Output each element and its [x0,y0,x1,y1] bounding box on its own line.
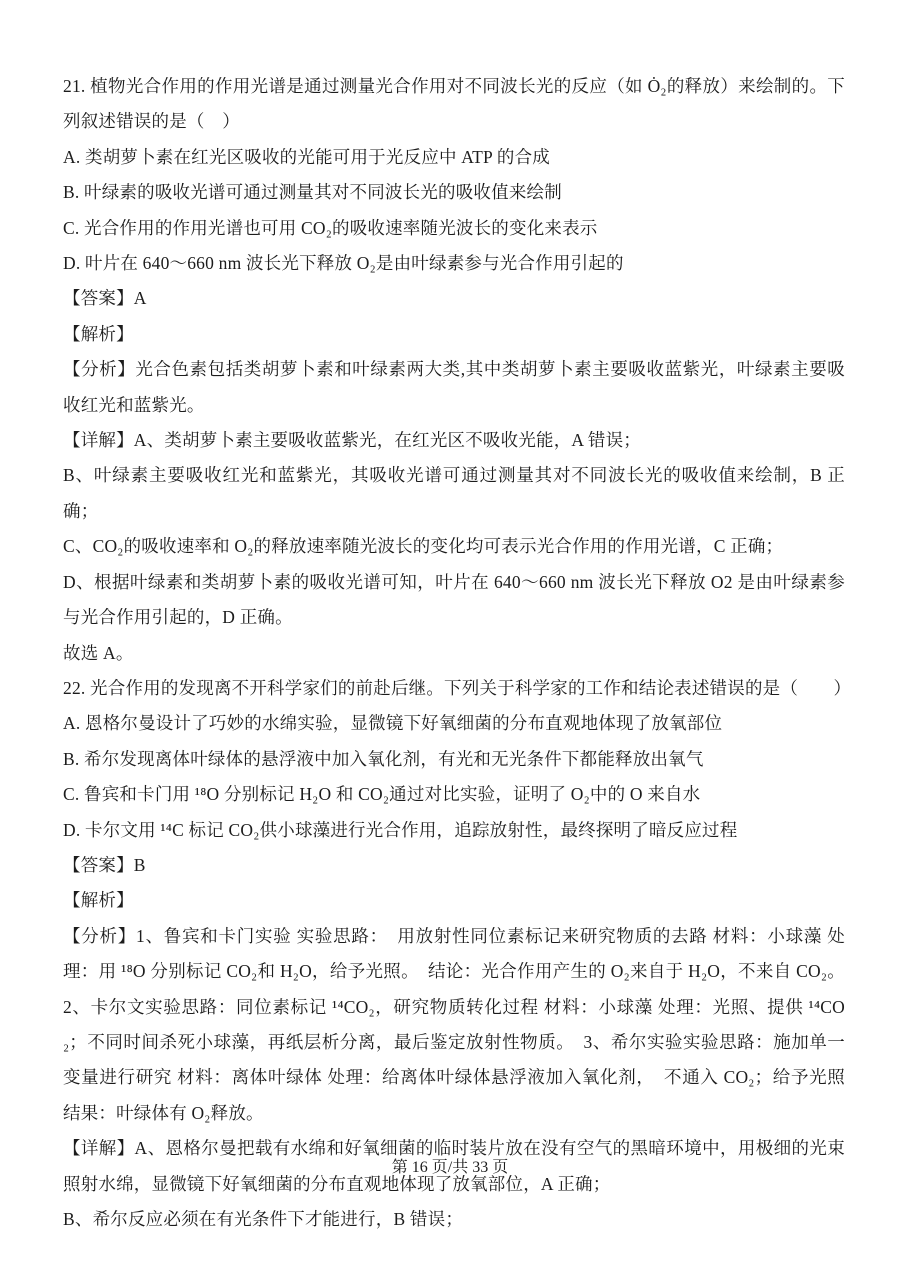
q21-analysis-label: 【解析】 [63,323,134,344]
q21-stem: 21. 植物光合作用的作用光谱是通过测量光合作用对不同波长光的反应（如 Ȯ₂的释放）来绘制的。下列叙述错误的是（ ） [63,76,845,132]
q21-detail-d: D、根据叶绿素和类胡萝卜素的吸收光谱可知，叶片在 640～660 nm 波长光下释放 O2 是由叶绿素参与光合作用引起的，D 正确。 [63,571,845,628]
q22-option-b: B. 希尔发现离体叶绿体的悬浮液中加入氧化剂，有光和无光条件下都能释放出氧气 [63,748,704,769]
q22-analysis-label: 【解析】 [63,890,134,911]
q21-analysis: 【分析】光合色素包括类胡萝卜素和叶绿素两大类,其中类胡萝卜素主要吸收蓝紫光，叶绿素主要吸收红光和蓝紫光。 [63,359,845,415]
q22-option-c: C. 鲁宾和卡门用 ¹⁸O 分别标记 H₂O 和 CO₂通过对比实验，证明了 O₂中的 O 来自水 [63,784,701,805]
q22-detail-b: B、希尔反应必须在有光条件下才能进行，B 错误； [63,1209,464,1229]
q21-answer: 【答案】A [63,288,147,309]
q21-detail-b: B、叶绿素主要吸收红光和蓝紫光，其吸收光谱可通过测量其对不同波长光的吸收值来绘制，B 正确； [63,465,845,521]
question-22 [63,671,852,1238]
q21-option-c: C. 光合作用的作用光谱也可用 CO₂的吸收速率随光波长的变化来表示 [63,217,598,238]
q21-detail-a: 【详解】A、类胡萝卜素主要吸收蓝紫光，在红光区不吸收光能，A 错误； [63,430,641,451]
q22-answer: 【答案】B [63,854,146,875]
q22-detail-a: 【详解】A、恩格尔曼把载有水绵和好氧细菌的临时装片放在没有空气的黑暗环境中，用极细的光束照射水绵，显微镜下好氧细菌的分布直观地体现了放氧部位，A 正确； [63,1138,845,1194]
page-footer: 第 16 页/共 33 页 [391,1159,509,1176]
q21-detail-c: C、CO₂的吸收速率和 O₂的释放速率随光波长的变化均可表示光合作用的作用光谱，C 正确； [63,536,784,557]
q22-option-a: A. 恩格尔曼设计了巧妙的水绵实验，显微镜下好氧细菌的分布直观地体现了放氧部位 [63,713,723,734]
q22-option-d: D. 卡尔文用 ¹⁴C 标记 CO₂供小球藻进行光合作用，追踪放射性，最终探明了暗反应过程 [63,819,738,840]
q21-option-b: B. 叶绿素的吸收光谱可通过测量其对不同波长光的吸收值来绘制 [63,182,562,203]
q21-conclusion: 故选 A。 [63,642,134,663]
q21-option-a: A. 类胡萝卜素在红光区吸收的光能可用于光反应中 ATP 的合成 [63,146,551,167]
q21-option-d: D. 叶片在 640～660 nm 波长光下释放 O₂是由叶绿素参与光合作用引起的 [63,253,624,274]
question-21 [63,69,845,671]
q22-stem: 22. 光合作用的发现离不开科学家们的前赴后继。下列关于科学家的工作和结论表述错误的是（ ） [63,677,852,698]
q22-analysis: 【分析】1、鲁宾和卡门实验 实验思路： 用放射性同位素标记来研究物质的去路 材料：小球藻 处理：用 ¹⁸O 分别标记 CO₂和 H₂O，给予光照。 结论：光合作用产生的 O₂来自于 H₂O，不来自 CO₂。 2、卡尔文实验思路：同位素标记 ¹⁴CO₂，研究物质转化过程 材料：小球藻 处理：光照、提供 ¹⁴CO₂；不同时间杀死小球藻，再纸层析分离，最后鉴定放射性物质。 3、希尔实验实验思路：施加单一变量进行研究 材料：离体叶绿体 处理：给离体叶绿体悬浮液加入氧化剂， 不通入 CO₂；给予光照 结果：叶绿体有 O₂释放。 [63,925,845,1123]
